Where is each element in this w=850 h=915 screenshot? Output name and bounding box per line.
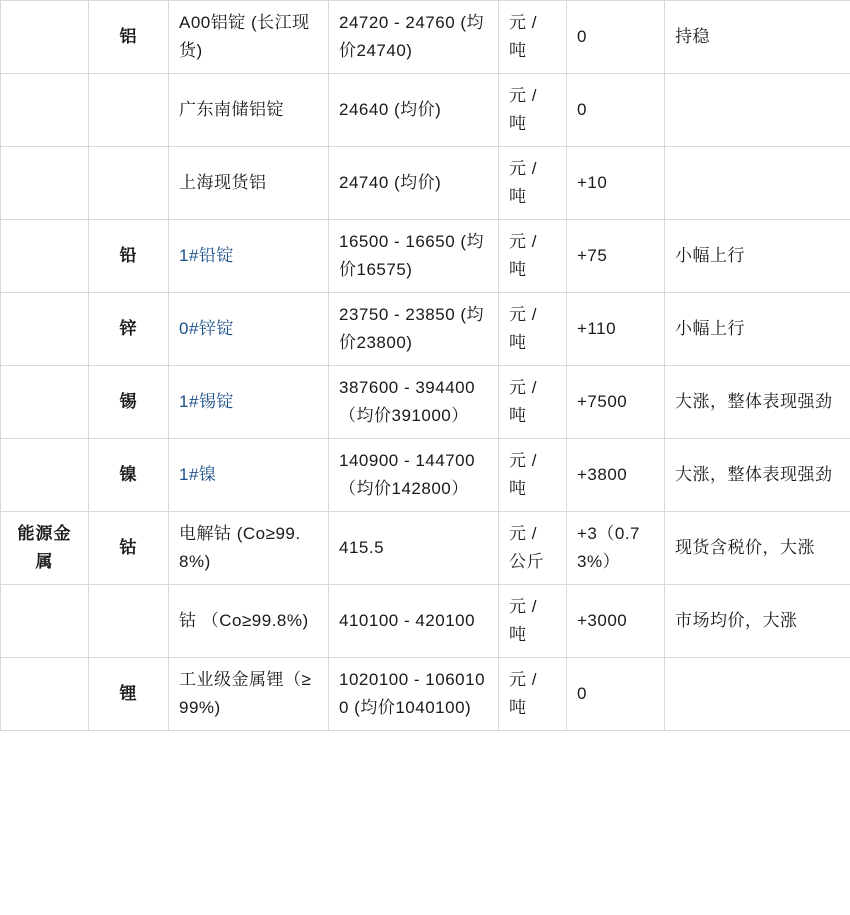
- unit-cell: 元 / 吨: [499, 220, 567, 293]
- note-cell: [665, 74, 850, 147]
- note-cell: 大涨，整体表现强劲: [665, 366, 850, 439]
- change-cell: +3000: [567, 585, 665, 658]
- price-cell: 24640 (均价): [329, 74, 499, 147]
- unit-cell: 元 / 吨: [499, 293, 567, 366]
- note-cell: 小幅上行: [665, 293, 850, 366]
- spec-cell: 上海现货铝: [169, 147, 329, 220]
- spec-cell: 工业级金属锂（≥99%): [169, 658, 329, 731]
- table-row: [1, 658, 850, 731]
- note-cell: [665, 147, 850, 220]
- metal-cell: 锌: [89, 293, 169, 366]
- category-cell: [1, 74, 89, 147]
- metal-cell: [89, 74, 169, 147]
- metal-cell: [89, 585, 169, 658]
- price-cell: 140900 - 144700（均价142800）: [329, 439, 499, 512]
- category-cell: [1, 220, 89, 293]
- note-cell: 市场均价，大涨: [665, 585, 850, 658]
- table-row: [1, 293, 850, 366]
- spec-cell: 广东南储铝锭: [169, 74, 329, 147]
- category-cell: [1, 1, 89, 74]
- note-cell: 现货含税价，大涨: [665, 512, 850, 585]
- unit-cell: 元 / 吨: [499, 147, 567, 220]
- price-cell: 410100 - 420100: [329, 585, 499, 658]
- table-row: [1, 220, 850, 293]
- metal-cell: [89, 147, 169, 220]
- note-cell: [665, 658, 850, 731]
- note-cell: 大涨，整体表现强劲: [665, 439, 850, 512]
- category-cell: [1, 147, 89, 220]
- metal-cell: 钴: [89, 512, 169, 585]
- table-row: [1, 512, 850, 585]
- price-cell: 1020100 - 1060100 (均价1040100): [329, 658, 499, 731]
- unit-cell: 元 / 吨: [499, 366, 567, 439]
- spec-cell: 1#铅锭: [169, 220, 329, 293]
- change-cell: +7500: [567, 366, 665, 439]
- price-cell: 387600 - 394400（均价391000）: [329, 366, 499, 439]
- spec-cell: 电解钴 (Co≥99.8%): [169, 512, 329, 585]
- table-row: [1, 1, 850, 74]
- note-cell: 小幅上行: [665, 220, 850, 293]
- unit-cell: 元 / 吨: [499, 658, 567, 731]
- unit-cell: 元 / 吨: [499, 74, 567, 147]
- table-row: [1, 74, 850, 147]
- table-row: [1, 147, 850, 220]
- change-cell: +3（0.73%）: [567, 512, 665, 585]
- spec-cell: 1#锡锭: [169, 366, 329, 439]
- price-cell: 24740 (均价): [329, 147, 499, 220]
- price-cell: 415.5: [329, 512, 499, 585]
- unit-cell: 元 / 吨: [499, 585, 567, 658]
- table-row: [1, 366, 850, 439]
- unit-cell: 元 / 吨: [499, 439, 567, 512]
- spec-cell: 1#镍: [169, 439, 329, 512]
- category-cell: [1, 439, 89, 512]
- unit-cell: 元 / 公斤: [499, 512, 567, 585]
- change-cell: 0: [567, 1, 665, 74]
- table-body: [1, 1, 850, 731]
- category-cell: 能源金属: [1, 512, 89, 585]
- change-cell: 0: [567, 658, 665, 731]
- category-cell: [1, 366, 89, 439]
- change-cell: +10: [567, 147, 665, 220]
- metal-cell: 镍: [89, 439, 169, 512]
- change-cell: +3800: [567, 439, 665, 512]
- category-cell: [1, 585, 89, 658]
- category-cell: [1, 293, 89, 366]
- category-cell: [1, 658, 89, 731]
- price-cell: 16500 - 16650 (均价16575): [329, 220, 499, 293]
- table-row: [1, 585, 850, 658]
- change-cell: +75: [567, 220, 665, 293]
- change-cell: 0: [567, 74, 665, 147]
- metal-cell: 铝: [89, 1, 169, 74]
- metal-cell: 铅: [89, 220, 169, 293]
- note-cell: 持稳: [665, 1, 850, 74]
- price-cell: 23750 - 23850 (均价23800): [329, 293, 499, 366]
- unit-cell: 元 / 吨: [499, 1, 567, 74]
- metal-cell: 锡: [89, 366, 169, 439]
- change-cell: +110: [567, 293, 665, 366]
- metal-cell: 锂: [89, 658, 169, 731]
- spec-cell: 0#锌锭: [169, 293, 329, 366]
- price-cell: 24720 - 24760 (均价24740): [329, 1, 499, 74]
- spec-cell: 钴 （Co≥99.8%): [169, 585, 329, 658]
- table-row: [1, 439, 850, 512]
- spec-cell: A00铝锭 (长江现货): [169, 1, 329, 74]
